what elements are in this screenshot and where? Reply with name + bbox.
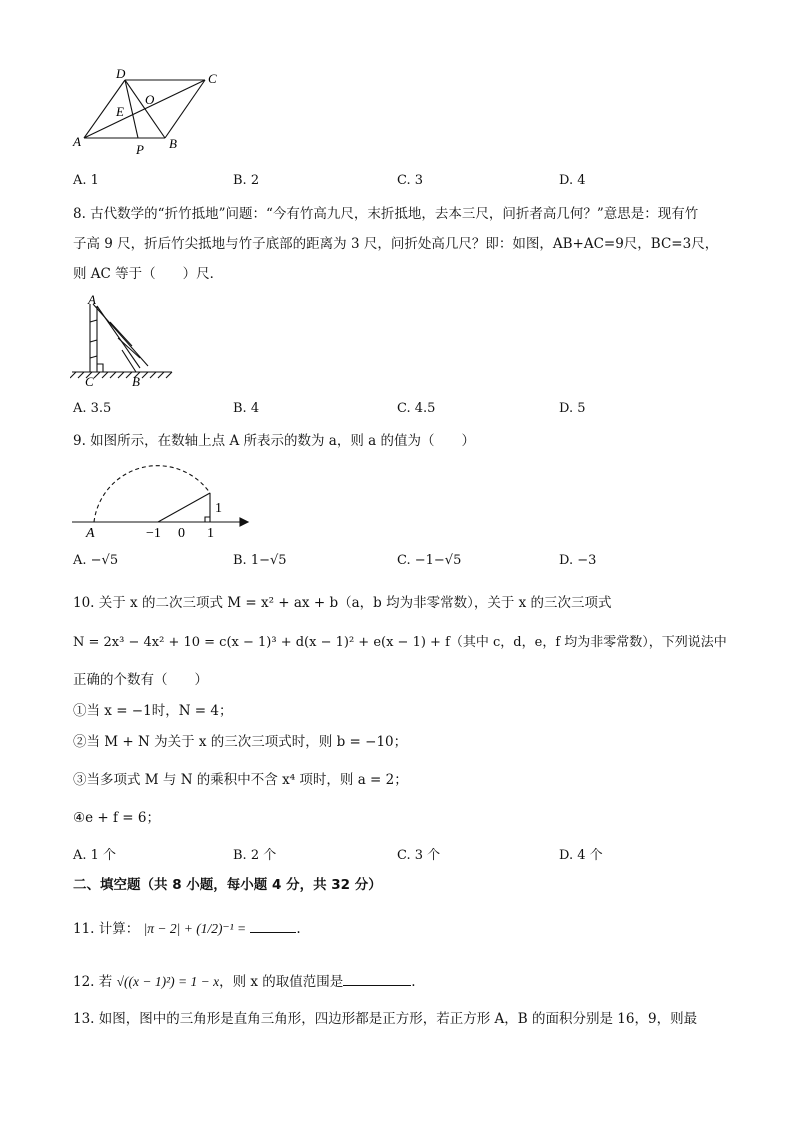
- q7-option-b: B. 2: [233, 173, 260, 188]
- q10-stem-line2: N = 2x³ − 4x² + 10 = c(x − 1)³ + d(x − 1)² + e(x − 1) + f（其中 c，d，e，f 均为非零常数），下列说法中: [73, 635, 727, 650]
- q8-stem-line1: 8. 古代数学的“折竹抵地”问题：“今有竹高九尺，末折抵地，去本三尺，问折者高几何？”意思是：现有竹: [73, 206, 699, 222]
- q12-period: .: [411, 974, 416, 990]
- q13-stem-line1: 13. 如图，图中的三角形是直角三角形，四边形都是正方形，若正方形 A，B 的面积分别是 16，9，则最: [73, 1011, 698, 1027]
- q8-stem-line3: 则 AC 等于（ ）尺．: [73, 266, 224, 282]
- q9-option-b: B. 1−√5: [233, 553, 287, 568]
- q10-stem-line1: 10. 关于 x 的二次三项式 M = x² + ax + b（a，b 均为非零常数），关于 x 的三次三项式: [73, 595, 612, 611]
- q7-label-B: B: [169, 136, 177, 151]
- q9-tick-zero: 0: [178, 526, 185, 541]
- q10-statement-1: ①当 x = −1时，N = 4；: [73, 703, 233, 719]
- q7-label-E: E: [116, 104, 124, 119]
- q9-height-label: 1: [215, 501, 222, 516]
- q8-bamboo-figure: [70, 292, 180, 388]
- q9-option-a: A. −√5: [73, 553, 119, 568]
- q7-option-d: D. 4: [559, 173, 586, 188]
- q9-tick-one: 1: [207, 526, 214, 541]
- q11-prefix: 11. 计算：: [73, 921, 140, 937]
- q10-option-d: D. 4 个: [559, 848, 603, 863]
- q8-option-d: D. 5: [559, 401, 586, 416]
- section-2-heading: 二、填空题（共 8 小题，每小题 4 分，共 32 分）: [73, 877, 382, 893]
- q8-stem-line2: 子高 9 尺，折后竹尖抵地与竹子底部的距离为 3 尺，问折处高几尺？即：如图，AB+AC=9尺，BC=3尺，: [73, 236, 719, 252]
- q7-label-O: O: [145, 92, 155, 107]
- q9-tick-minus1: −1: [146, 526, 161, 541]
- q10-option-b: B. 2 个: [233, 848, 277, 863]
- q10-statement-4: ④e + f = 6；: [73, 810, 160, 826]
- q11-line: [73, 920, 301, 938]
- q7-label-C: C: [208, 71, 217, 86]
- q8-label-C: C: [85, 374, 94, 388]
- q10-statement-3: ③当多项式 M 与 N 的乘积中不含 x⁴ 项时，则 a = 2；: [73, 772, 408, 788]
- q12-expression: √((x − 1)²) = 1 − x: [116, 974, 220, 989]
- q8-label-B: B: [132, 374, 140, 388]
- q9-option-d: D. −3: [559, 553, 597, 568]
- q11-answer-blank[interactable]: [250, 920, 296, 933]
- q7-parallelogram-figure: [70, 66, 230, 158]
- q11-period: .: [296, 921, 301, 937]
- q9-number-line-figure: [70, 455, 255, 543]
- q10-option-a: A. 1 个: [73, 848, 117, 863]
- q9-label-A: A: [86, 526, 95, 541]
- q10-statement-2: ②当 M + N 为关于 x 的三次三项式时，则 b = −10；: [73, 734, 408, 750]
- q10-option-c: C. 3 个: [397, 848, 441, 863]
- q7-label-A: A: [73, 134, 81, 149]
- q8-option-b: B. 4: [233, 401, 260, 416]
- q12-line: [73, 973, 416, 991]
- q12-answer-blank[interactable]: [343, 973, 411, 986]
- q8-option-a: A. 3.5: [73, 401, 112, 416]
- q12-prefix: 12. 若: [73, 974, 113, 990]
- q8-label-A: A: [88, 292, 96, 307]
- q7-option-a: A. 1: [73, 173, 99, 188]
- q10-stem-line3: 正确的个数有（ ）: [73, 672, 208, 688]
- q8-option-c: C. 4.5: [397, 401, 436, 416]
- q7-label-P: P: [136, 142, 144, 157]
- q11-expression: |π − 2| + (1/2)⁻¹ =: [143, 921, 247, 936]
- q9-stem: 9. 如图所示，在数轴上点 A 所表示的数为 a，则 a 的值为（ ）: [73, 433, 475, 449]
- q7-label-D: D: [116, 66, 126, 81]
- q7-option-c: C. 3: [397, 173, 424, 188]
- q9-option-c: C. −1−√5: [397, 553, 462, 568]
- q12-suffix: ，则 x 的取值范围是: [219, 974, 344, 990]
